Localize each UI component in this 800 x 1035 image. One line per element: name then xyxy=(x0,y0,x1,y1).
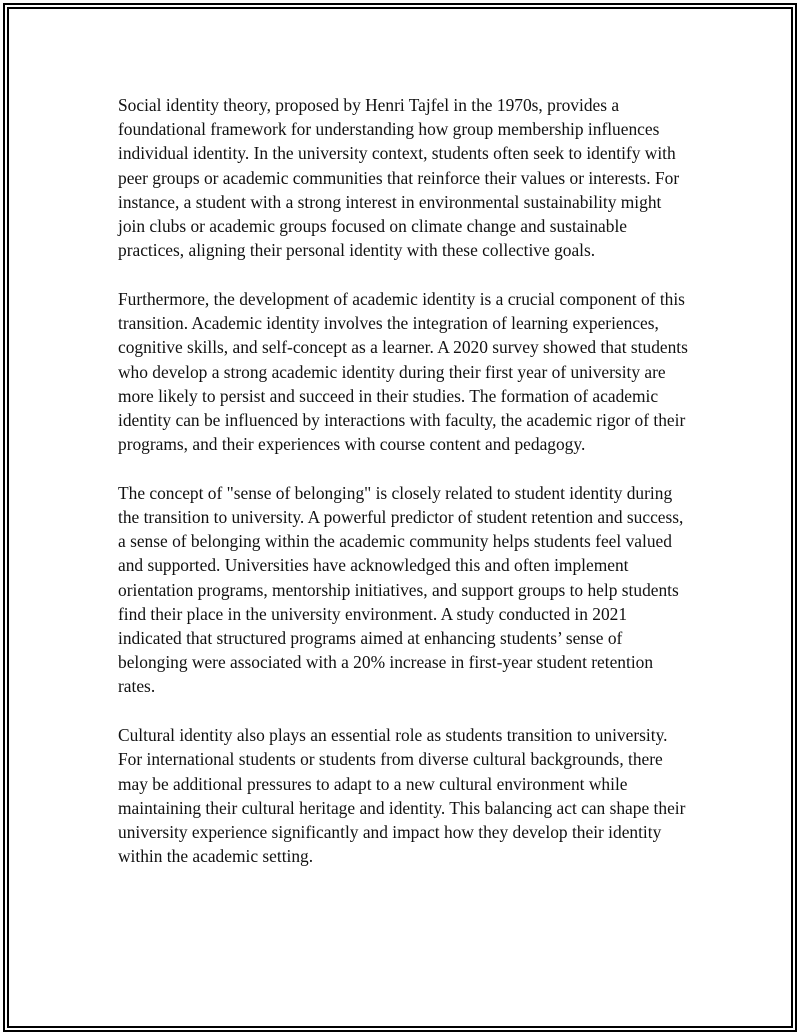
paragraph-academic-identity: Furthermore, the development of academic identity is a crucial component of this transition. Academic identity involves the integration of learning experiences, cognitive skills, and self-concept as a learner. A 2020 survey showed that students who develop a strong academic identity during their first year of university are more likely to persist and succeed in their studies. The formation of academic identity can be influenced by interactions with faculty, the academic rigor of their programs, and their experiences with course content and pedagogy. xyxy=(118,288,688,455)
paragraph-sense-of-belonging: The concept of "sense of belonging" is closely related to student identity during the transition to university. A powerful predictor of student retention and success, a sense of belonging within the academic community helps students feel valued and supported. Universities have acknowledged this and often implement orientation programs, mentorship initiatives, and support groups to help students find their place in the university environment. A study conducted in 2021 indicated that structured programs aimed at enhancing students’ sense of belonging were associated with a 20% increase in first-year student retention rates. xyxy=(118,482,684,697)
paragraph-social-identity: Social identity theory, proposed by Henri Tajfel in the 1970s, provides a foundational framework for understanding how group membership influences individual identity. In the university context, students often seek to identify with peer groups or academic communities that reinforce their values or interests. For instance, a student with a strong interest in environmental sustainability might join clubs or academic groups focused on climate change and sustainable practices, aligning their personal identity with these collective goals. xyxy=(118,95,680,261)
document-body xyxy=(118,93,688,893)
paragraph-cultural-identity: Cultural identity also plays an essential role as students transition to university. For international students or students from diverse cultural backgrounds, there may be additional pressures to adapt to a new cultural environment while maintaining their cultural heritage and identity. This balancing act can shape their university experience significantly and impact how they develop their identity within the academic setting. xyxy=(118,725,686,867)
